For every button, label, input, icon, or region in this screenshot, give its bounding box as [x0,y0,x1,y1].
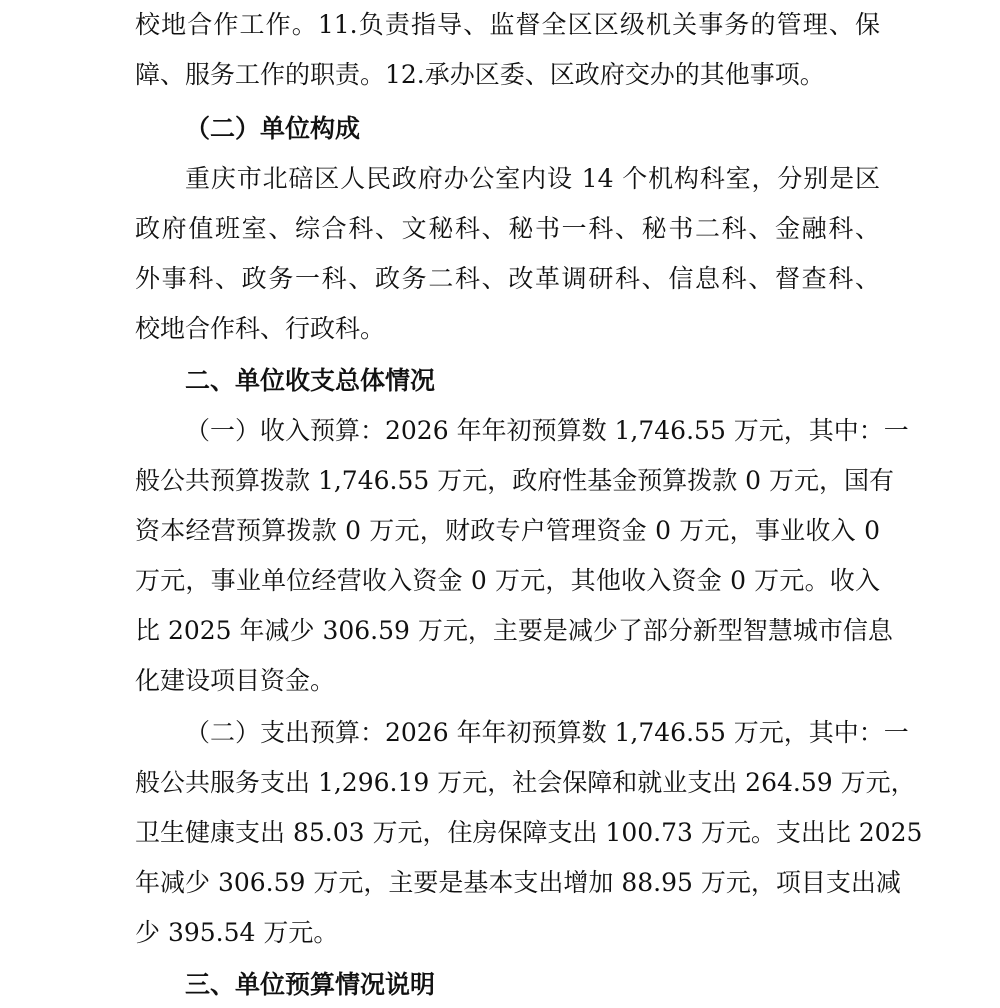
text-line: 资本经营预算拨款 0 万元，财政专户管理资金 0 万元，事业收入 0 [135,516,880,545]
text-line: 外事科、政务一科、政务二科、改革调研科、信息科、督查科、 [135,264,880,293]
section-heading: 三、单位预算情况说明 [185,970,436,999]
text-line: 障、服务工作的职责。12.承办区委、区政府交办的其他事项。 [135,60,825,89]
text-line: 政府值班室、综合科、文秘科、秘书一科、秘书二科、金融科、 [135,214,880,243]
text-line: 校地合作工作。11.负责指导、监督全区区级机关事务的管理、保 [135,10,880,39]
text-line: 化建设项目资金。 [135,666,336,695]
text-line: （一）收入预算：2026 年年初预算数 1,746.55 万元，其中：一 [185,416,909,445]
text-line: 般公共预算拨款 1,746.55 万元，政府性基金预算拨款 0 万元，国有 [135,466,895,495]
section-subheading: （二）单位构成 [185,114,361,143]
text-line: 般公共服务支出 1,296.19 万元，社会保障和就业支出 264.59 万元， [135,768,916,797]
text-line: 校地合作科、行政科。 [135,314,386,343]
text-line: 卫生健康支出 85.03 万元，住房保障支出 100.73 万元。支出比 2025 [135,818,923,847]
text-line: 少 395.54 万元。 [135,918,339,947]
text-line: 万元，事业单位经营收入资金 0 万元，其他收入资金 0 万元。收入 [135,566,880,595]
text-line: 比 2025 年减少 306.59 万元，主要是减少了部分新型智慧城市信息 [135,616,893,645]
text-line: （二）支出预算：2026 年年初预算数 1,746.55 万元，其中：一 [185,718,909,747]
text-line: 年减少 306.59 万元，主要是基本支出增加 88.95 万元，项目支出减 [135,868,901,897]
text-line: 重庆市北碚区人民政府办公室内设 14 个机构科室，分别是区 [185,164,880,193]
section-heading: 二、单位收支总体情况 [185,366,436,395]
